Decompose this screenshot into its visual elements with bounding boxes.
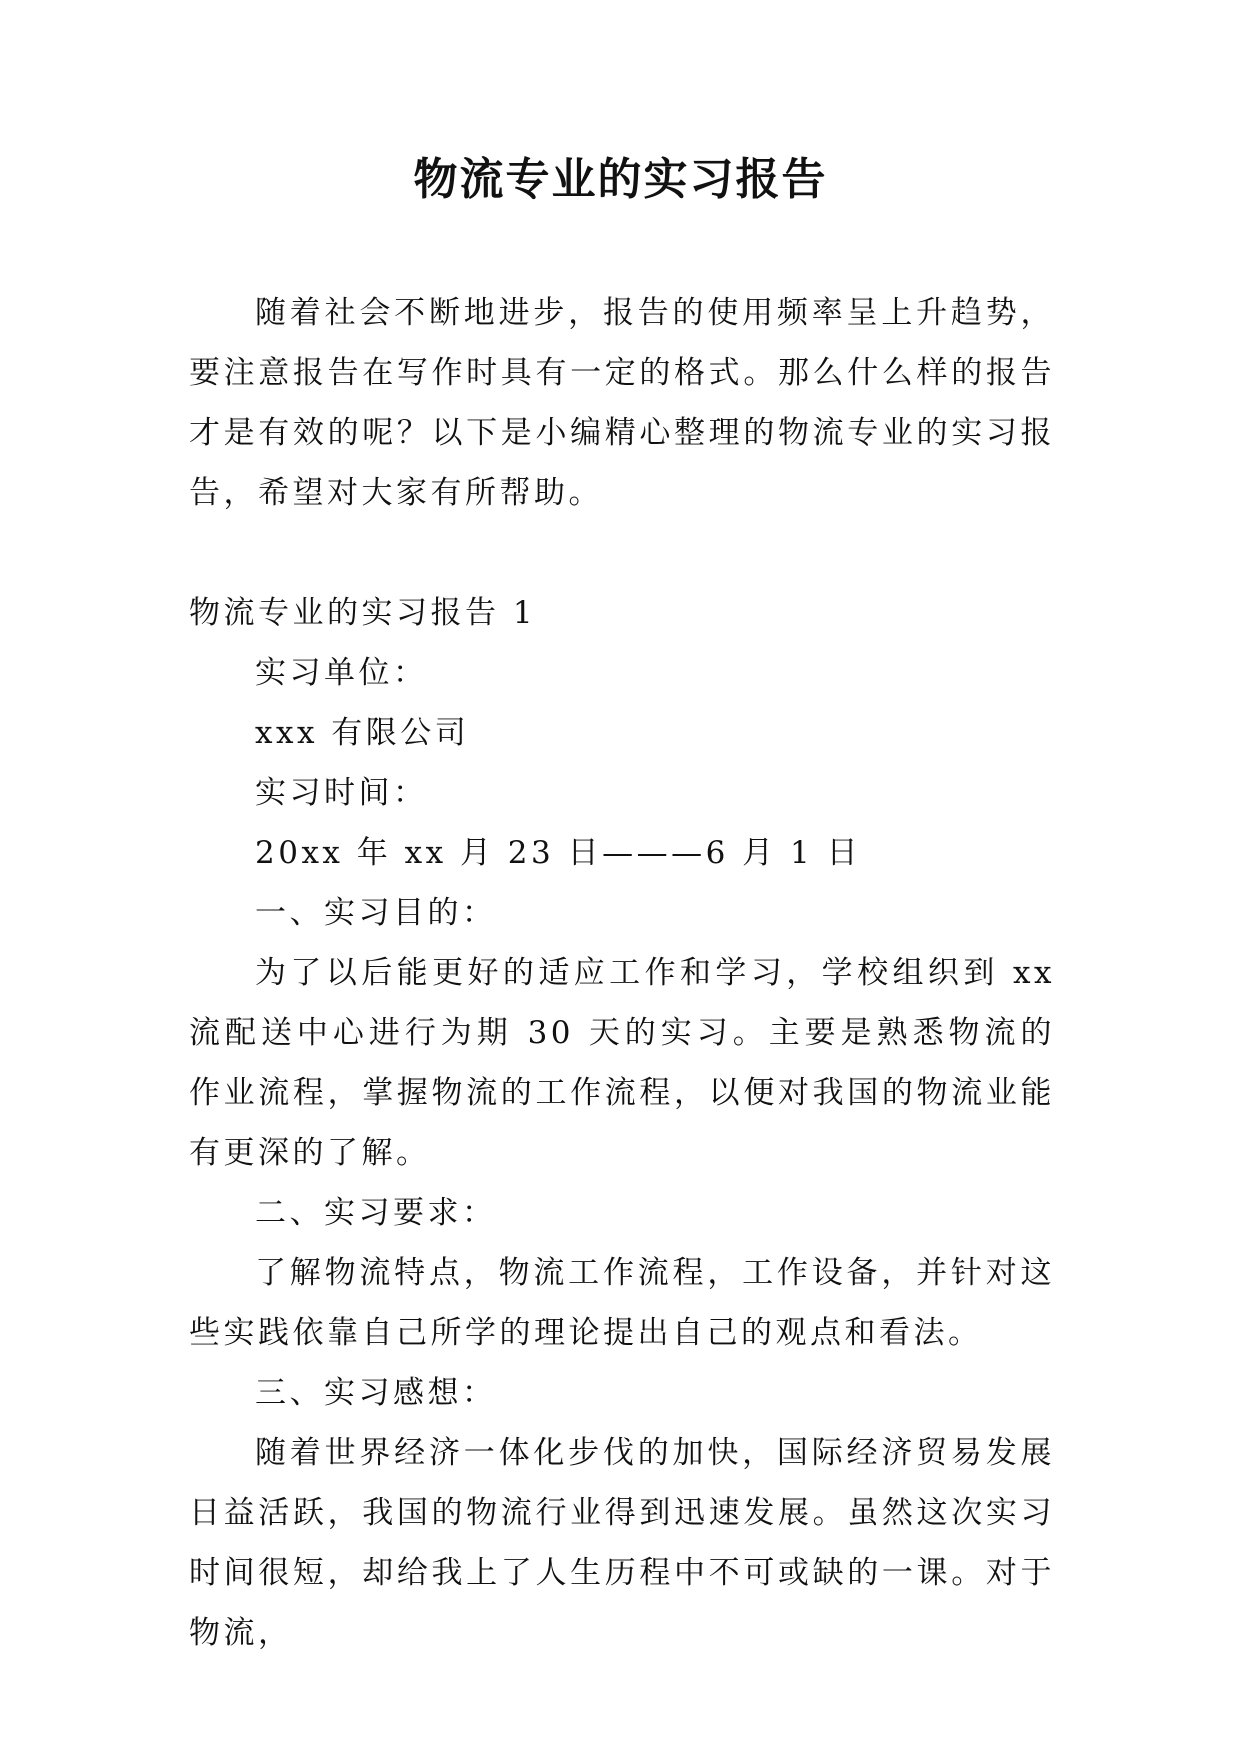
section-title: 物流专业的实习报告 1 [189, 595, 537, 631]
paragraph-internship-time-label: 实习时间： [255, 775, 428, 811]
heading-purpose: 一、实习目的： [255, 895, 497, 931]
heading-requirements: 二、实习要求： [255, 1195, 497, 1231]
paragraph-purpose: 为了以后能更好的适应工作和学习，学校组织到 xx 流配送中心进行为期 30 天的实习。主要是熟悉物流的作业流程，掌握物流的工作流程，以便对我国的物流业能有更深的了解。 [189, 955, 1055, 1171]
paragraph-reflections: 随着世界经济一体化步伐的加快，国际经济贸易发展日益活跃，我国的物流行业得到迅速发展。虽然这次实习时间很短，却给我上了人生历程中不可或缺的一课。对于物流， [189, 1435, 1055, 1651]
paragraph-requirements: 了解物流特点，物流工作流程，工作设备，并针对这些实践依靠自己所学的理论提出自己的观点和看法。 [189, 1255, 1055, 1351]
paragraph-internship-unit-label: 实习单位： [255, 655, 428, 691]
paragraph-internship-time-value: 20xx 年 xx 月 23 日———6 月 1 日 [255, 835, 862, 871]
document-body [189, 283, 1055, 1663]
intro-paragraph: 随着社会不断地进步，报告的使用频率呈上升趋势，要注意报告在写作时具有一定的格式。那么什么样的报告才是有效的呢？以下是小编精心整理的物流专业的实习报告，希望对大家有所帮助。 [189, 295, 1055, 511]
document-title: 物流专业的实习报告 [413, 154, 828, 205]
paragraph-internship-unit-value: xxx 有限公司 [255, 715, 470, 751]
heading-reflections: 三、实习感想： [255, 1375, 497, 1411]
